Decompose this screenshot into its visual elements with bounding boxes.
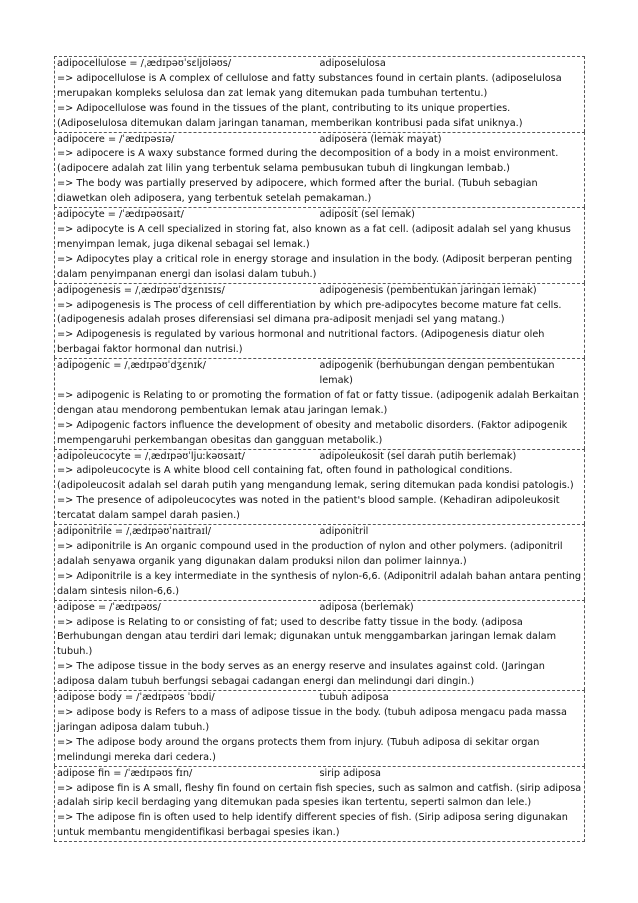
entry-term: adipocere = /ˈædɪpəsɪə/ [57, 133, 175, 145]
dictionary-entry [54, 56, 585, 132]
dictionary-entry [54, 600, 585, 690]
entry-example: => The adipose body around the organs protects them from injury. (Tubuh adiposa di sekitar organ melindungi mereka dari cedera.) [57, 736, 540, 763]
dictionary-entry [54, 283, 585, 359]
entry-term: adiponitrile = /ˌædɪpəʊˈnaɪtraɪl/ [57, 526, 211, 538]
entry-term: adipose fin = /ˈædɪpəʊs fɪn/ [57, 767, 193, 779]
entry-translation: tubuh adiposa [319, 692, 389, 704]
entry-translation: adipoleukosit (sel darah putih berlemak) [319, 450, 517, 462]
entry-example: => The presence of adipoleucocytes was noted in the patient's blood sample. (Kehadiran adipoleukosit tercatat dalam sampel darah pasien.) [57, 495, 560, 522]
entry-translation: adiposelulosa [319, 58, 386, 69]
dictionary-entry [54, 766, 585, 843]
entry-translation: adiposa (berlemak) [319, 601, 414, 613]
entry-definition: => adipose is Relating to or consisting of fat; used to describe fatty tissue in the body. (adiposa Berhubungan dengan atau terdiri dari lemak; digunakan untuk menggambarkan jaringan lemak dalam tubuh.) [57, 616, 557, 658]
entry-definition: => adipogenic is Relating to or promoting the formation of fat or fatty tissue. (adipogenik adalah Berkaitan dengan atau mendorong pembentukan lemak atau jaringan lemak.) [57, 389, 579, 416]
entry-example: => The body was partially preserved by adipocere, which formed after the burial. (Tubuh sebagian diawetkan oleh adiposera, yang terbentuk setelah pemakaman.) [57, 178, 538, 205]
entry-translation: adiponitril [319, 526, 369, 538]
dictionary-entry [54, 207, 585, 283]
dictionary-entry [54, 449, 585, 525]
entry-term: adipoleucocyte = /ˌædɪpəʊˈljuːkəʊsaɪt/ [57, 450, 245, 462]
entry-definition: => adipogenesis is The process of cell differentiation by which pre-adipocytes become mature fat cells. (adipogenesis adalah proses diferensiasi sel dimana pra-adiposit menjadi sel yang matang.) [57, 299, 562, 326]
entry-example: => The adipose tissue in the body serves as an energy reserve and insulates against cold. (Jaringan adiposa dalam tubuh berfungsi sebagai cadangan energi dan melindungi dari dingin.) [57, 661, 545, 688]
entry-definition: => adiponitrile is An organic compound used in the production of nylon and other polymers. (adiponitril adalah senyawa organik yang digunakan dalam produksi nilon dan polimer lainnya.) [57, 541, 563, 567]
entry-term: adipose = /ˈædɪpəʊs/ [57, 601, 161, 613]
entry-translation: adipogenesis (pembentukan jaringan lemak) [319, 284, 537, 296]
dictionary-sheet [54, 56, 585, 842]
entry-translation: adiposera (lemak mayat) [319, 133, 442, 145]
entry-term: adipocellulose = /ˌædɪpəʊˈsɛljʊləʊs/ [57, 58, 232, 69]
entry-translation: adipogenik (berhubungan dengan pembentukan lemak) [319, 360, 555, 387]
entry-translation: adiposit (sel lemak) [319, 209, 415, 221]
entry-definition: => adipoleucocyte is A white blood cell containing fat, often found in pathological conditions. (adipoleucosit adalah sel darah putih yang mengandung lemak, sering ditemukan pada kondisi patologis.) [57, 465, 574, 492]
entry-term: adipocyte = /ˈædɪpəʊsaɪt/ [57, 209, 184, 221]
dictionary-entry [54, 132, 585, 208]
entry-example: => Adipogenesis is regulated by various hormonal and nutritional factors. (Adipogenesis diatur oleh berbagai faktor hormonal dan nutrisi.) [57, 329, 545, 356]
entry-term: adipose body = /ˈædɪpəʊs ˈbɒdi/ [57, 692, 215, 704]
entry-example: => Adiponitrile is a key intermediate in the synthesis of nylon-6,6. (Adiponitril adalah bahan antara penting dalam sintesis nilon-6,6.) [57, 570, 582, 597]
entry-definition: => adipocere is A waxy substance formed during the decomposition of a body in a moist environment. (adipocere adalah zat lilin yang terbentuk selama pembusukan tubuh di lingkungan lembab.) [57, 148, 559, 175]
entry-example: => Adipogenic factors influence the development of obesity and metabolic disorders. (Faktor adipogenik mempengaruhi perkembangan obesitas dan gangguan metabolik.) [57, 419, 568, 446]
dictionary-entry [54, 524, 585, 600]
dictionary-entry [54, 358, 585, 448]
entry-definition: => adipose fin is A small, fleshy fin found on certain fish species, such as salmon and catfish. (sirip adiposa adalah sirip kecil berdaging yang ditemukan pada spesies ikan tertentu, seperti salmon dan lele.) [57, 782, 582, 809]
entry-term: adipogenesis = /ˌædɪpəʊˈdʒɛnɪsɪs/ [57, 284, 225, 296]
entry-example: => The adipose fin is often used to help identify different species of fish. (Sirip adiposa sering digunakan untuk membantu mengidentifikasi berbagai spesies ikan.) [57, 812, 568, 839]
entry-example: => Adipocytes play a critical role in energy storage and insulation in the body. (Adiposit berperan penting dalam penyimpanan energi dan isolasi dalam tubuh.) [57, 253, 573, 280]
entry-definition: => adipocellulose is A complex of cellulose and fatty substances found in certain plants. (adiposelulosa merupakan kompleks selulosa dan zat lemak yang ditemukan pada tumbuhan tertentu.) [57, 72, 562, 99]
entry-definition: => adipose body is Refers to a mass of adipose tissue in the body. (tubuh adiposa mengacu pada massa jaringan adiposa dalam tubuh.) [57, 706, 567, 733]
dictionary-entry [54, 690, 585, 766]
entry-term: adipogenic = /ˌædɪpəʊˈdʒɛnɪk/ [57, 360, 206, 372]
entry-example: => Adipocellulose was found in the tissues of the plant, contributing to its unique properties. (Adiposelulosa ditemukan dalam jaringan tanaman, memberikan kontribusi pada sifat uniknya.) [57, 102, 523, 129]
entry-definition: => adipocyte is A cell specialized in storing fat, also known as a fat cell. (adiposit adalah sel yang khusus menyimpan lemak, juga dikenal sebagai sel lemak.) [57, 223, 571, 250]
entry-translation: sirip adiposa [319, 767, 381, 779]
